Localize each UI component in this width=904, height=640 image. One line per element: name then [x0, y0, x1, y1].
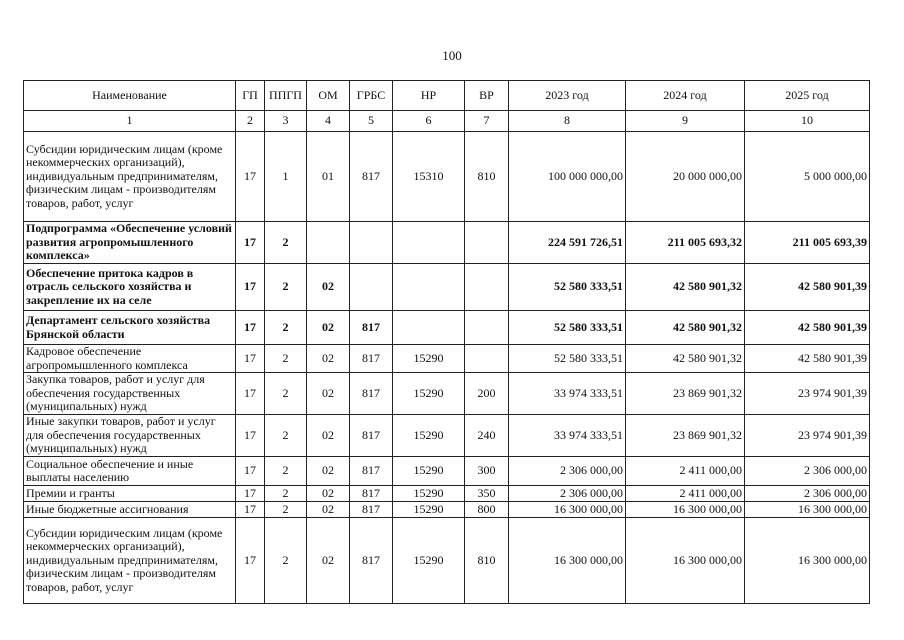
table-row [24, 345, 870, 373]
row-cell-ppgp: 2 [265, 518, 307, 604]
row-cell-y2024: 211 005 693,32 [626, 222, 745, 264]
row-cell-gp: 17 [236, 264, 265, 311]
row-cell-nr: 15290 [393, 518, 465, 604]
row-cell-om: 02 [307, 264, 350, 311]
row-cell-name: Иные бюджетные ассигнования [24, 502, 236, 518]
header-cell: ВР [465, 81, 509, 111]
row-cell-grbs: 817 [350, 373, 393, 415]
row-cell-y2024: 2 411 000,00 [626, 457, 745, 486]
row-cell-grbs: 817 [350, 502, 393, 518]
row-cell-nr: 15290 [393, 373, 465, 415]
index-cell: 8 [509, 111, 626, 132]
row-cell-name: Подпрограмма «Обеспечение условий развития агропромышленного комплекса» [24, 222, 236, 264]
table-row [24, 457, 870, 486]
header-cell: НР [393, 81, 465, 111]
row-cell-y2024: 42 580 901,32 [626, 264, 745, 311]
header-cell: ОМ [307, 81, 350, 111]
row-cell-name: Социальное обеспечение и иные выплаты населению [24, 457, 236, 486]
header-cell: ГРБС [350, 81, 393, 111]
table-row [24, 502, 870, 518]
row-cell-name: Субсидии юридическим лицам (кроме некоммерческих организаций), индивидуальным предпринимателям, физическим лицам - производителям товаров, работ, услуг [24, 518, 236, 604]
row-cell-y2025: 2 306 000,00 [745, 486, 870, 502]
row-cell-om: 02 [307, 457, 350, 486]
row-cell-gp: 17 [236, 486, 265, 502]
table-row [24, 415, 870, 457]
index-cell: 6 [393, 111, 465, 132]
table-row [24, 311, 870, 345]
row-cell-ppgp: 2 [265, 457, 307, 486]
row-cell-grbs [350, 222, 393, 264]
row-cell-gp: 17 [236, 373, 265, 415]
row-cell-y2025: 211 005 693,39 [745, 222, 870, 264]
row-cell-name: Обеспечение притока кадров в отрасль сельского хозяйства и закрепление их на селе [24, 264, 236, 311]
row-cell-ppgp: 2 [265, 486, 307, 502]
row-cell-y2023: 16 300 000,00 [509, 502, 626, 518]
index-cell: 2 [236, 111, 265, 132]
row-cell-om: 02 [307, 415, 350, 457]
row-cell-ppgp: 1 [265, 132, 307, 222]
row-cell-nr: 15290 [393, 415, 465, 457]
row-cell-vr: 350 [465, 486, 509, 502]
row-cell-grbs: 817 [350, 518, 393, 604]
row-cell-gp: 17 [236, 345, 265, 373]
row-cell-om: 02 [307, 311, 350, 345]
row-cell-grbs: 817 [350, 311, 393, 345]
row-cell-vr [465, 345, 509, 373]
header-cell: Наименование [24, 81, 236, 111]
row-cell-nr [393, 311, 465, 345]
row-cell-name: Премии и гранты [24, 486, 236, 502]
row-cell-y2023: 100 000 000,00 [509, 132, 626, 222]
column-index-row [24, 111, 870, 132]
row-cell-y2024: 2 411 000,00 [626, 486, 745, 502]
row-cell-nr [393, 222, 465, 264]
row-cell-nr: 15310 [393, 132, 465, 222]
index-cell: 4 [307, 111, 350, 132]
row-cell-ppgp: 2 [265, 311, 307, 345]
row-cell-vr: 200 [465, 373, 509, 415]
table-row [24, 373, 870, 415]
row-cell-ppgp: 2 [265, 222, 307, 264]
row-cell-vr [465, 264, 509, 311]
header-row [24, 81, 870, 111]
header-cell: 2023 год [509, 81, 626, 111]
row-cell-y2024: 23 869 901,32 [626, 373, 745, 415]
row-cell-y2023: 52 580 333,51 [509, 345, 626, 373]
table-row [24, 264, 870, 311]
row-cell-om: 01 [307, 132, 350, 222]
row-cell-grbs [350, 264, 393, 311]
row-cell-y2024: 20 000 000,00 [626, 132, 745, 222]
row-cell-grbs: 817 [350, 457, 393, 486]
budget-table [23, 80, 870, 604]
row-cell-y2024: 42 580 901,32 [626, 311, 745, 345]
header-cell: ППГП [265, 81, 307, 111]
row-cell-gp: 17 [236, 311, 265, 345]
index-cell: 5 [350, 111, 393, 132]
row-cell-nr: 15290 [393, 502, 465, 518]
row-cell-ppgp: 2 [265, 373, 307, 415]
row-cell-nr: 15290 [393, 486, 465, 502]
row-cell-ppgp: 2 [265, 264, 307, 311]
row-cell-name: Департамент сельского хозяйства Брянской области [24, 311, 236, 345]
row-cell-ppgp: 2 [265, 345, 307, 373]
row-cell-y2025: 42 580 901,39 [745, 311, 870, 345]
row-cell-vr [465, 311, 509, 345]
row-cell-vr [465, 222, 509, 264]
row-cell-ppgp: 2 [265, 415, 307, 457]
row-cell-vr: 810 [465, 132, 509, 222]
row-cell-name: Иные закупки товаров, работ и услуг для обеспечения государственных (муниципальных) нужд [24, 415, 236, 457]
row-cell-nr [393, 264, 465, 311]
page-number: 100 [442, 48, 462, 63]
table-row [24, 518, 870, 604]
row-cell-vr: 800 [465, 502, 509, 518]
row-cell-ppgp: 2 [265, 502, 307, 518]
row-cell-vr: 240 [465, 415, 509, 457]
row-cell-y2025: 23 974 901,39 [745, 415, 870, 457]
index-cell: 10 [745, 111, 870, 132]
index-cell: 7 [465, 111, 509, 132]
row-cell-y2023: 33 974 333,51 [509, 415, 626, 457]
row-cell-y2025: 42 580 901,39 [745, 264, 870, 311]
row-cell-om: 02 [307, 373, 350, 415]
row-cell-name: Субсидии юридическим лицам (кроме некоммерческих организаций), индивидуальным предпринимателям, физическим лицам - производителям товаров, работ, услуг [24, 132, 236, 222]
row-cell-gp: 17 [236, 415, 265, 457]
row-cell-om: 02 [307, 518, 350, 604]
row-cell-gp: 17 [236, 502, 265, 518]
row-cell-nr: 15290 [393, 345, 465, 373]
header-cell: 2025 год [745, 81, 870, 111]
row-cell-y2023: 52 580 333,51 [509, 264, 626, 311]
row-cell-y2023: 224 591 726,51 [509, 222, 626, 264]
row-cell-y2024: 23 869 901,32 [626, 415, 745, 457]
row-cell-y2024: 42 580 901,32 [626, 345, 745, 373]
row-cell-grbs: 817 [350, 345, 393, 373]
index-cell: 1 [24, 111, 236, 132]
row-cell-y2023: 52 580 333,51 [509, 311, 626, 345]
row-cell-gp: 17 [236, 457, 265, 486]
row-cell-gp: 17 [236, 132, 265, 222]
row-cell-grbs: 817 [350, 415, 393, 457]
row-cell-y2025: 16 300 000,00 [745, 502, 870, 518]
row-cell-y2023: 33 974 333,51 [509, 373, 626, 415]
row-cell-y2025: 2 306 000,00 [745, 457, 870, 486]
row-cell-om: 02 [307, 345, 350, 373]
row-cell-om [307, 222, 350, 264]
table-row [24, 132, 870, 222]
table-row [24, 222, 870, 264]
row-cell-gp: 17 [236, 518, 265, 604]
row-cell-y2025: 42 580 901,39 [745, 345, 870, 373]
row-cell-y2024: 16 300 000,00 [626, 502, 745, 518]
row-cell-nr: 15290 [393, 457, 465, 486]
index-cell: 9 [626, 111, 745, 132]
row-cell-om: 02 [307, 502, 350, 518]
row-cell-y2023: 16 300 000,00 [509, 518, 626, 604]
header-cell: ГП [236, 81, 265, 111]
row-cell-y2025: 5 000 000,00 [745, 132, 870, 222]
header-cell: 2024 год [626, 81, 745, 111]
row-cell-y2025: 16 300 000,00 [745, 518, 870, 604]
row-cell-gp: 17 [236, 222, 265, 264]
row-cell-grbs: 817 [350, 486, 393, 502]
row-cell-grbs: 817 [350, 132, 393, 222]
row-cell-name: Закупка товаров, работ и услуг для обеспечения государственных (муниципальных) нужд [24, 373, 236, 415]
row-cell-name: Кадровое обеспечение агропромышленного комплекса [24, 345, 236, 373]
row-cell-y2023: 2 306 000,00 [509, 457, 626, 486]
index-cell: 3 [265, 111, 307, 132]
row-cell-y2023: 2 306 000,00 [509, 486, 626, 502]
row-cell-vr: 300 [465, 457, 509, 486]
table-row [24, 486, 870, 502]
row-cell-y2025: 23 974 901,39 [745, 373, 870, 415]
row-cell-y2024: 16 300 000,00 [626, 518, 745, 604]
row-cell-vr: 810 [465, 518, 509, 604]
row-cell-om: 02 [307, 486, 350, 502]
